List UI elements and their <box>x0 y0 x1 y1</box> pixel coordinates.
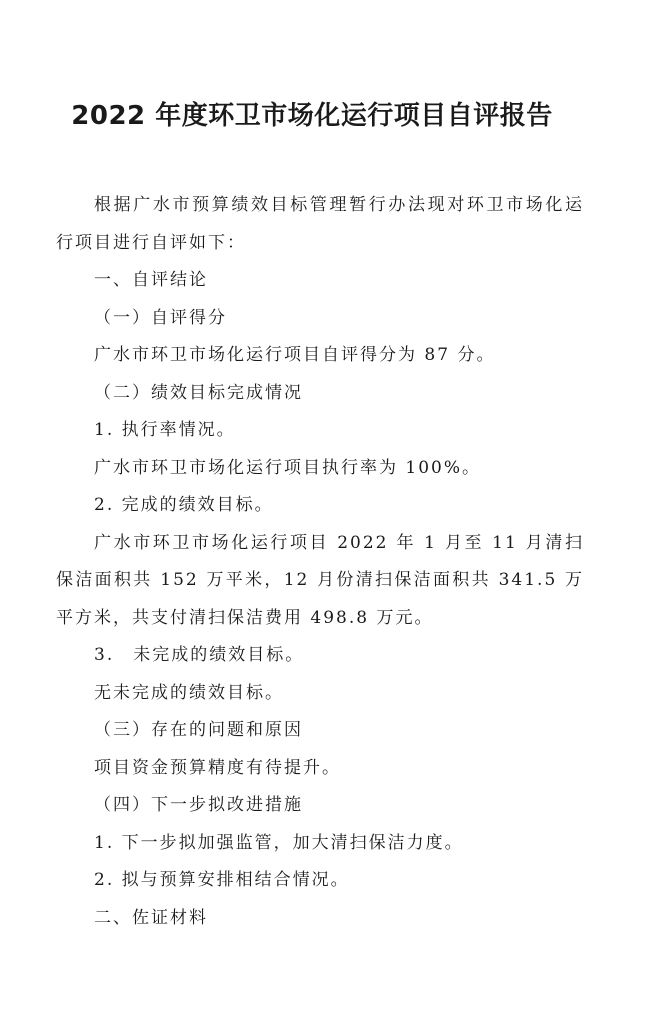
item-heading-execution-rate: 1. 执行率情况。 <box>94 420 236 440</box>
improvement-item-2: 2. 拟与预算安排相结合情况。 <box>94 870 350 890</box>
item-heading-uncompleted-goals: 3. 未完成的绩效目标。 <box>94 645 305 665</box>
problems-paragraph: 项目资金预算精度有待提升。 <box>94 757 341 778</box>
uncompleted-goals-paragraph: 无未完成的绩效目标。 <box>94 682 284 703</box>
document-title: 2022 年度环卫市场化运行项目自评报告 <box>71 101 553 131</box>
item-heading-completed-goals: 2. 完成的绩效目标。 <box>94 495 274 515</box>
subsection-heading-score: （一）自评得分 <box>94 307 227 328</box>
subsection-heading-improvements: （四）下一步拟改进措施 <box>94 795 303 815</box>
score-paragraph: 广水市环卫市场化运行项目自评得分为 87 分。 <box>94 345 496 365</box>
subsection-heading-problems: （三）存在的问题和原因 <box>94 720 303 740</box>
execution-rate-paragraph: 广水市环卫市场化运行项目执行率为 100%。 <box>94 457 482 478</box>
improvement-item-1: 1. 下一步拟加强监管，加大清扫保洁力度。 <box>94 832 464 853</box>
subsection-heading-goals: （二）绩效目标完成情况 <box>94 382 303 403</box>
completed-goals-paragraph: 广水市环卫市场化运行项目 2022 年 1 月至 11 月清扫保洁面积共 152 万平米，12 月份清扫保洁面积共 341.5 万平方米，共支付清扫保洁费用 498.8 万元。 <box>56 532 584 628</box>
section-heading-conclusion: 一、自评结论 <box>94 270 208 290</box>
intro-paragraph: 根据广水市预算绩效目标管理暂行办法现对环卫市场化运行项目进行自评如下： <box>56 195 584 253</box>
section-heading-evidence: 二、佐证材料 <box>94 907 208 928</box>
document-body <box>56 187 584 937</box>
